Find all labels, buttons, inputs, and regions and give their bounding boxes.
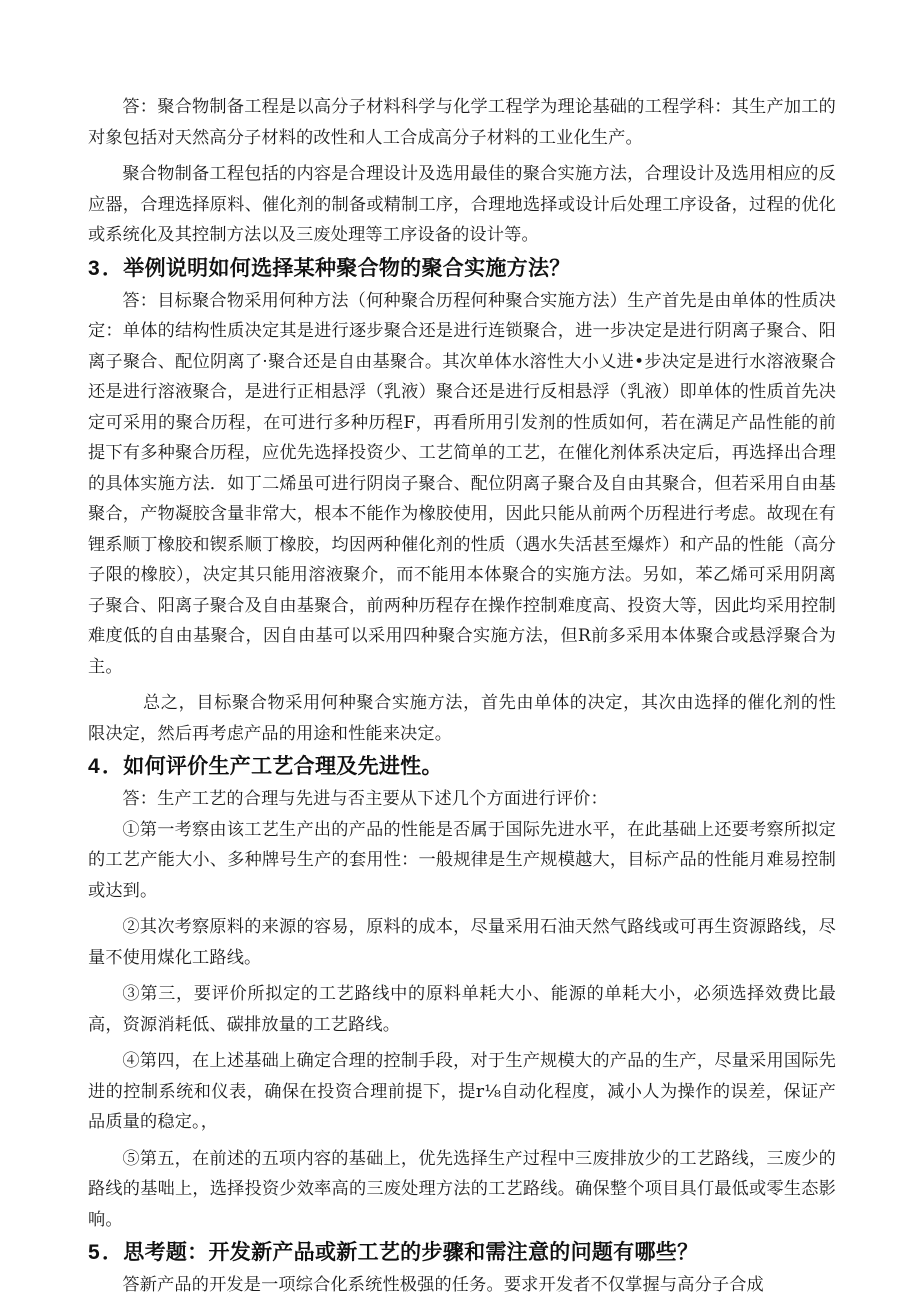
- question-number: 5: [88, 1241, 100, 1264]
- evaluation-item-4: ④第四，在上述基础上确定合理的控制手段，对于生产规模大的产品的生产，尽量采用国际先进的控制系统和仪表，确保在投资合理前提下，提r⅛自动化程度，减小人为操作的误差，保证产品质量的稳定。，: [88, 1051, 836, 1132]
- answer-paragraph-contents: 聚合物制备工程包括的内容是合理设计及选用最佳的聚合实施方法，合理设计及选用相应的反应器，合理选择原料、催化剂的制备或精制工序，合理地选择或设计后处理工序设备，过程的优化或系统化及其控制方法以及三废处理等工序设备的设计等。: [88, 164, 836, 245]
- answer-paragraph-3: 答：目标聚合物采用何种方法（何种聚合历程何种聚合实施方法）生产首先是由单体的性质决定：单体的结构性质决定其是进行逐步聚合还是进行连锁聚合，进一步决定是进行阴离子聚合、阳离子聚合、配位阴离了·聚合还是自由基聚合。其次单体水溶性大小乂进•步决定是进行水溶液聚合还是进行溶液聚合，是进行正相悬浮（乳液）聚合还是进行反相悬浮（乳液）即单体的性质首先决定可采用的聚合历程，在可进行多种历程F，再看所用引发剂的性质如何，若在满足产品性能的前提下有多种聚合历程，应优先选择投资少、工艺简单的工艺，在催化剂体系决定后，再选择出合理的具体实施方法．如丁二烯虽可进行阴岗子聚合、配位阴离子聚合及自由其聚合，但若采用自由基聚合，产物凝胶含量非常大，根本不能作为橡胶使用，因此只能从前两个历程进行考虑。故现在有锂系顺丁橡胶和锲系顺丁橡胶，均因两种催化剂的性质（遇水失活甚至爆炸）和产品的性能（高分子限的橡胶），决定其只能用溶液聚介，而不能用本体聚合的实施方法。另如，苯乙烯可采用阴离子聚合、阳离子聚合及自由基聚合，前两种历程存在操作控制难度高、投资大等，因此均采用控制难度低的自由基聚合，因自由基可以采用四种聚合实施方法，但R前多采用本体聚合或悬浮聚合为主。: [88, 290, 836, 677]
- question-heading-3: [88, 251, 836, 286]
- question-heading-4: [88, 749, 836, 784]
- answer-paragraph-5: 答新产品的开发是一项综合化系统性极强的任务。要求开发者不仅掌握与高分子合成: [122, 1275, 764, 1295]
- question-number: 3: [88, 256, 100, 280]
- document-page: [88, 92, 836, 1301]
- evaluation-item-2: ②其次考察原料的来源的容易，原料的成本，尽量采用石油天然气路线或可再生资源路线，尽量不使用煤化工路线。: [88, 917, 836, 968]
- answer-intro-4: 答：生产工艺的合理与先进与否主要从下述几个方面进行评价：: [122, 789, 608, 809]
- question-heading-5: [88, 1235, 836, 1270]
- question-number: 4: [88, 755, 100, 778]
- evaluation-item-1: ①第一考察由该工艺生产出的产品的性能是否属于国际先进水平，在此基础上还要考察所拟定的工艺产能大小、多种牌号生产的套用性：一般规律是生产规模越大，目标产品的性能月难易控制或达到。: [88, 819, 836, 901]
- question-title: ．如何评价生产工艺合理及先进性。: [101, 753, 443, 778]
- evaluation-item-3: ③第三，要评价所拟定的工艺路线中的原料单耗大小、能源的单耗大小，必须选择效费比最高，资源消耗低、碳排放量的工艺路线。: [88, 984, 836, 1035]
- question-title: ．思考题：开发新产品或新工艺的步骤和需注意的问题有哪些？: [101, 1239, 699, 1264]
- evaluation-item-5: ⑤第五，在前述的五项内容的基础上，优先选择生产过程中三废排放少的工艺路线，三废少的路线的基咄上，选择投资少效率高的三废处理方法的工艺路线。确保整个项目具仃最低或零生态影响。: [88, 1148, 836, 1230]
- question-title: ．举例说明如何选择某种聚合物的聚合实施方法？: [101, 254, 571, 280]
- answer-paragraph-definition: 答：聚合物制备工程是以高分子材料科学与化学工程学为理论基础的工程学科：其生产加工的对象包括对天然高分子材料的改性和人工合成高分子材料的工业化生产。: [88, 97, 836, 148]
- summary-paragraph-3: 总之，目标聚合物采用何种聚合实施方法，首先由单体的决定，其次由选择的催化剂的性限决定，然后再考虑产品的用途和性能来决定。: [88, 693, 836, 744]
